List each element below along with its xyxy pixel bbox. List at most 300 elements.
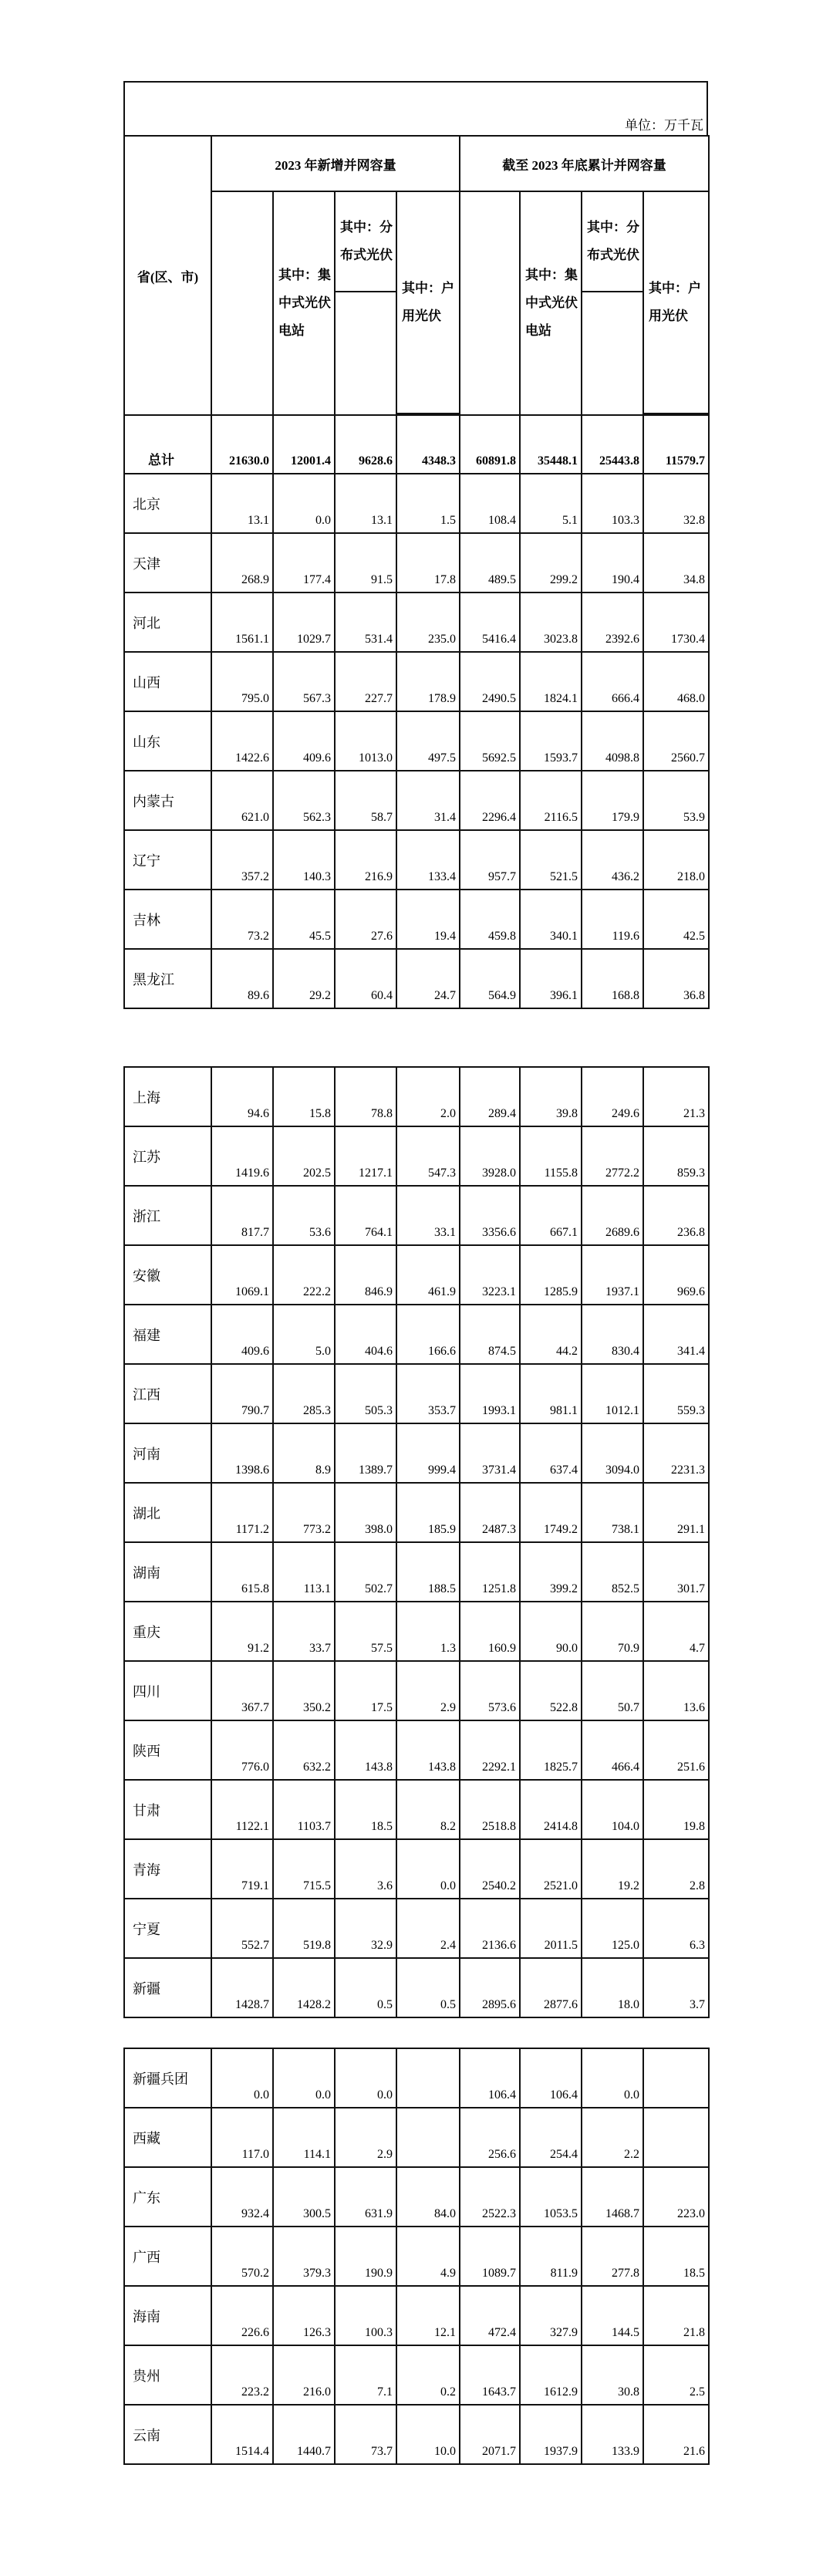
value-cell: 300.5 bbox=[273, 2167, 335, 2227]
value-cell: 350.2 bbox=[273, 1661, 335, 1720]
value-cell: 188.5 bbox=[396, 1542, 460, 1602]
value-cell: 216.0 bbox=[273, 2345, 335, 2405]
value-cell: 18.5 bbox=[643, 2227, 709, 2286]
province-name: 河北 bbox=[124, 593, 211, 652]
value-cell: 1422.6 bbox=[211, 711, 273, 771]
value-cell: 13.6 bbox=[643, 1661, 709, 1720]
value-cell: 73.2 bbox=[211, 890, 273, 949]
value-cell: 2877.6 bbox=[520, 1958, 582, 2017]
province-name: 重庆 bbox=[124, 1602, 211, 1661]
value-cell: 367.7 bbox=[211, 1661, 273, 1720]
value-cell: 3928.0 bbox=[460, 1126, 520, 1186]
value-cell: 830.4 bbox=[582, 1305, 643, 1364]
value-cell: 34.8 bbox=[643, 533, 709, 593]
value-cell: 29.2 bbox=[273, 949, 335, 1008]
value-cell: 552.7 bbox=[211, 1899, 273, 1958]
value-cell: 795.0 bbox=[211, 652, 273, 711]
value-cell: 18.5 bbox=[335, 1780, 396, 1839]
value-cell: 1612.9 bbox=[520, 2345, 582, 2405]
value-cell: 44.2 bbox=[520, 1305, 582, 1364]
value-cell: 340.1 bbox=[520, 890, 582, 949]
value-cell: 1217.1 bbox=[335, 1126, 396, 1186]
table-row bbox=[124, 1780, 709, 1839]
value-cell bbox=[643, 2048, 709, 2108]
value-cell: 327.9 bbox=[520, 2286, 582, 2345]
table-row bbox=[124, 533, 709, 593]
value-cell: 2522.3 bbox=[460, 2167, 520, 2227]
new-distributed-blank bbox=[335, 292, 396, 415]
value-cell: 91.5 bbox=[335, 533, 396, 593]
value-cell: 19.8 bbox=[643, 1780, 709, 1839]
value-cell: 719.1 bbox=[211, 1839, 273, 1899]
table-row bbox=[124, 1126, 709, 1186]
value-cell: 0.0 bbox=[273, 2048, 335, 2108]
value-cell: 3023.8 bbox=[520, 593, 582, 652]
value-cell: 2292.1 bbox=[460, 1720, 520, 1780]
new-capacity-header: 2023 年新增并网容量 bbox=[211, 136, 460, 191]
value-cell: 13.1 bbox=[335, 474, 396, 533]
value-cell: 461.9 bbox=[396, 1245, 460, 1305]
province-name: 云南 bbox=[124, 2405, 211, 2464]
total-cell: 11579.7 bbox=[643, 415, 709, 474]
value-cell: 957.7 bbox=[460, 830, 520, 890]
value-cell: 1440.7 bbox=[273, 2405, 335, 2464]
province-name: 贵州 bbox=[124, 2345, 211, 2405]
value-cell: 249.6 bbox=[582, 1067, 643, 1126]
value-cell: 31.4 bbox=[396, 771, 460, 830]
value-cell: 1593.7 bbox=[520, 711, 582, 771]
value-cell: 2.9 bbox=[396, 1661, 460, 1720]
value-cell: 667.1 bbox=[520, 1186, 582, 1245]
value-cell: 32.8 bbox=[643, 474, 709, 533]
value-cell: 0.0 bbox=[273, 474, 335, 533]
table-row bbox=[124, 1067, 709, 1126]
value-cell: 1013.0 bbox=[335, 711, 396, 771]
value-cell: 140.3 bbox=[273, 830, 335, 890]
value-cell: 2689.6 bbox=[582, 1186, 643, 1245]
value-cell: 45.5 bbox=[273, 890, 335, 949]
value-cell: 521.5 bbox=[520, 830, 582, 890]
value-cell: 357.2 bbox=[211, 830, 273, 890]
value-cell: 396.1 bbox=[520, 949, 582, 1008]
value-cell: 5692.5 bbox=[460, 711, 520, 771]
value-cell: 353.7 bbox=[396, 1364, 460, 1423]
value-cell: 84.0 bbox=[396, 2167, 460, 2227]
value-cell: 27.6 bbox=[335, 890, 396, 949]
value-cell: 236.8 bbox=[643, 1186, 709, 1245]
value-cell: 117.0 bbox=[211, 2108, 273, 2167]
value-cell: 459.8 bbox=[460, 890, 520, 949]
value-cell: 398.0 bbox=[335, 1483, 396, 1542]
province-name: 新疆 bbox=[124, 1958, 211, 2017]
value-cell: 522.8 bbox=[520, 1661, 582, 1720]
province-name: 青海 bbox=[124, 1839, 211, 1899]
value-cell: 3.7 bbox=[643, 1958, 709, 2017]
table-page-2 bbox=[123, 1066, 710, 2018]
value-cell: 166.6 bbox=[396, 1305, 460, 1364]
value-cell: 39.8 bbox=[520, 1067, 582, 1126]
value-cell: 502.7 bbox=[335, 1542, 396, 1602]
total-row bbox=[124, 415, 709, 474]
table-row bbox=[124, 1423, 709, 1483]
value-cell: 776.0 bbox=[211, 1720, 273, 1780]
value-cell: 1012.1 bbox=[582, 1364, 643, 1423]
value-cell: 1.5 bbox=[396, 474, 460, 533]
value-cell: 519.8 bbox=[273, 1899, 335, 1958]
value-cell: 7.1 bbox=[335, 2345, 396, 2405]
value-cell: 18.0 bbox=[582, 1958, 643, 2017]
province-name: 甘肃 bbox=[124, 1780, 211, 1839]
table-row bbox=[124, 2405, 709, 2464]
table-row bbox=[124, 1542, 709, 1602]
capacity-table-continued bbox=[123, 1066, 710, 2018]
value-cell: 2.2 bbox=[582, 2108, 643, 2167]
province-name: 陕西 bbox=[124, 1720, 211, 1780]
value-cell: 2231.3 bbox=[643, 1423, 709, 1483]
province-name: 辽宁 bbox=[124, 830, 211, 890]
province-name: 四川 bbox=[124, 1661, 211, 1720]
province-name: 山西 bbox=[124, 652, 211, 711]
value-cell: 3356.6 bbox=[460, 1186, 520, 1245]
value-cell: 5.0 bbox=[273, 1305, 335, 1364]
value-cell: 190.9 bbox=[335, 2227, 396, 2286]
value-cell: 178.9 bbox=[396, 652, 460, 711]
table-row bbox=[124, 1245, 709, 1305]
value-cell: 89.6 bbox=[211, 949, 273, 1008]
value-cell: 1053.5 bbox=[520, 2167, 582, 2227]
value-cell: 2.0 bbox=[396, 1067, 460, 1126]
value-cell bbox=[396, 2048, 460, 2108]
value-cell: 1069.1 bbox=[211, 1245, 273, 1305]
province-name: 福建 bbox=[124, 1305, 211, 1364]
new-household-header: 其中：户用光伏 bbox=[396, 191, 460, 414]
unit-label: 单位：万千瓦 bbox=[625, 118, 703, 133]
value-cell: 179.9 bbox=[582, 771, 643, 830]
value-cell: 409.6 bbox=[211, 1305, 273, 1364]
value-cell: 4.7 bbox=[643, 1602, 709, 1661]
value-cell: 1730.4 bbox=[643, 593, 709, 652]
value-cell: 1749.2 bbox=[520, 1483, 582, 1542]
value-cell: 2116.5 bbox=[520, 771, 582, 830]
value-cell: 218.0 bbox=[643, 830, 709, 890]
value-cell: 2521.0 bbox=[520, 1839, 582, 1899]
table-row bbox=[124, 949, 709, 1008]
value-cell: 2.9 bbox=[335, 2108, 396, 2167]
value-cell: 790.7 bbox=[211, 1364, 273, 1423]
value-cell: 811.9 bbox=[520, 2227, 582, 2286]
value-cell: 436.2 bbox=[582, 830, 643, 890]
value-cell: 379.3 bbox=[273, 2227, 335, 2286]
province-name: 山东 bbox=[124, 711, 211, 771]
value-cell: 859.3 bbox=[643, 1126, 709, 1186]
table-row bbox=[124, 1364, 709, 1423]
value-cell: 570.2 bbox=[211, 2227, 273, 2286]
value-cell: 106.4 bbox=[520, 2048, 582, 2108]
value-cell: 404.6 bbox=[335, 1305, 396, 1364]
value-cell: 2392.6 bbox=[582, 593, 643, 652]
total-label: 总计 bbox=[124, 415, 211, 474]
value-cell: 2490.5 bbox=[460, 652, 520, 711]
value-cell: 33.7 bbox=[273, 1602, 335, 1661]
value-cell: 637.4 bbox=[520, 1423, 582, 1483]
value-cell: 1089.7 bbox=[460, 2227, 520, 2286]
cum-household-header: 其中：户用光伏 bbox=[643, 191, 709, 414]
value-cell: 36.8 bbox=[643, 949, 709, 1008]
value-cell bbox=[396, 2108, 460, 2167]
province-name: 海南 bbox=[124, 2286, 211, 2345]
value-cell: 0.5 bbox=[396, 1958, 460, 2017]
table-row bbox=[124, 771, 709, 830]
value-cell: 226.6 bbox=[211, 2286, 273, 2345]
value-cell: 168.8 bbox=[582, 949, 643, 1008]
value-cell: 5416.4 bbox=[460, 593, 520, 652]
value-cell: 291.1 bbox=[643, 1483, 709, 1542]
table-row bbox=[124, 2227, 709, 2286]
value-cell: 57.5 bbox=[335, 1602, 396, 1661]
value-cell: 999.4 bbox=[396, 1423, 460, 1483]
value-cell: 567.3 bbox=[273, 652, 335, 711]
value-cell: 738.1 bbox=[582, 1483, 643, 1542]
value-cell: 1122.1 bbox=[211, 1780, 273, 1839]
value-cell: 177.4 bbox=[273, 533, 335, 593]
value-cell: 615.8 bbox=[211, 1542, 273, 1602]
value-cell: 531.4 bbox=[335, 593, 396, 652]
value-cell: 0.0 bbox=[396, 1839, 460, 1899]
value-cell: 289.4 bbox=[460, 1067, 520, 1126]
value-cell: 564.9 bbox=[460, 949, 520, 1008]
value-cell: 268.9 bbox=[211, 533, 273, 593]
value-cell: 1285.9 bbox=[520, 1245, 582, 1305]
value-cell: 505.3 bbox=[335, 1364, 396, 1423]
value-cell: 409.6 bbox=[273, 711, 335, 771]
table-row bbox=[124, 2167, 709, 2227]
value-cell: 24.7 bbox=[396, 949, 460, 1008]
value-cell: 227.7 bbox=[335, 652, 396, 711]
province-name: 天津 bbox=[124, 533, 211, 593]
table-row bbox=[124, 830, 709, 890]
value-cell: 277.8 bbox=[582, 2227, 643, 2286]
value-cell: 1398.6 bbox=[211, 1423, 273, 1483]
value-cell: 1937.1 bbox=[582, 1245, 643, 1305]
province-name: 上海 bbox=[124, 1067, 211, 1126]
value-cell: 90.0 bbox=[520, 1602, 582, 1661]
value-cell: 1389.7 bbox=[335, 1423, 396, 1483]
province-name: 浙江 bbox=[124, 1186, 211, 1245]
value-cell: 0.0 bbox=[335, 2048, 396, 2108]
value-cell: 53.6 bbox=[273, 1186, 335, 1245]
value-cell: 497.5 bbox=[396, 711, 460, 771]
cum-distributed-header: 其中：分布式光伏 bbox=[582, 191, 643, 292]
value-cell: 932.4 bbox=[211, 2167, 273, 2227]
value-cell: 70.9 bbox=[582, 1602, 643, 1661]
value-cell: 50.7 bbox=[582, 1661, 643, 1720]
total-cell: 9628.6 bbox=[335, 415, 396, 474]
value-cell: 4.9 bbox=[396, 2227, 460, 2286]
value-cell: 125.0 bbox=[582, 1899, 643, 1958]
value-cell: 30.8 bbox=[582, 2345, 643, 2405]
value-cell: 190.4 bbox=[582, 533, 643, 593]
value-cell: 573.6 bbox=[460, 1661, 520, 1720]
value-cell: 2540.2 bbox=[460, 1839, 520, 1899]
value-cell: 6.3 bbox=[643, 1899, 709, 1958]
table-row bbox=[124, 711, 709, 771]
total-cell: 21630.0 bbox=[211, 415, 273, 474]
province-name: 广东 bbox=[124, 2167, 211, 2227]
value-cell: 1428.2 bbox=[273, 1958, 335, 2017]
value-cell: 3.6 bbox=[335, 1839, 396, 1899]
value-cell: 472.4 bbox=[460, 2286, 520, 2345]
value-cell bbox=[643, 2108, 709, 2167]
province-name: 江苏 bbox=[124, 1126, 211, 1186]
province-name: 河南 bbox=[124, 1423, 211, 1483]
value-cell: 981.1 bbox=[520, 1364, 582, 1423]
value-cell: 114.1 bbox=[273, 2108, 335, 2167]
value-cell: 1468.7 bbox=[582, 2167, 643, 2227]
cumulative-capacity-header: 截至 2023 年底累计并网容量 bbox=[460, 136, 709, 191]
province-name: 新疆兵团 bbox=[124, 2048, 211, 2108]
province-name: 宁夏 bbox=[124, 1899, 211, 1958]
value-cell: 78.8 bbox=[335, 1067, 396, 1126]
value-cell: 489.5 bbox=[460, 533, 520, 593]
value-cell: 468.0 bbox=[643, 652, 709, 711]
cum-total-col bbox=[460, 191, 520, 415]
value-cell: 21.8 bbox=[643, 2286, 709, 2345]
value-cell: 1419.6 bbox=[211, 1126, 273, 1186]
table-row bbox=[124, 1720, 709, 1780]
value-cell: 1824.1 bbox=[520, 652, 582, 711]
value-cell: 104.0 bbox=[582, 1780, 643, 1839]
value-cell: 53.9 bbox=[643, 771, 709, 830]
value-cell: 0.0 bbox=[582, 2048, 643, 2108]
cum-distributed-blank bbox=[582, 292, 643, 415]
value-cell: 1825.7 bbox=[520, 1720, 582, 1780]
value-cell: 33.1 bbox=[396, 1186, 460, 1245]
value-cell: 2071.7 bbox=[460, 2405, 520, 2464]
value-cell: 341.4 bbox=[643, 1305, 709, 1364]
table-row bbox=[124, 1602, 709, 1661]
province-name: 湖南 bbox=[124, 1542, 211, 1602]
value-cell: 621.0 bbox=[211, 771, 273, 830]
total-cell: 25443.8 bbox=[582, 415, 643, 474]
value-cell: 251.6 bbox=[643, 1720, 709, 1780]
value-cell: 666.4 bbox=[582, 652, 643, 711]
value-cell: 547.3 bbox=[396, 1126, 460, 1186]
value-cell: 113.1 bbox=[273, 1542, 335, 1602]
value-cell: 4098.8 bbox=[582, 711, 643, 771]
value-cell: 2772.2 bbox=[582, 1126, 643, 1186]
value-cell: 631.9 bbox=[335, 2167, 396, 2227]
value-cell: 8.2 bbox=[396, 1780, 460, 1839]
unit-header bbox=[123, 81, 708, 135]
table-row bbox=[124, 1186, 709, 1245]
value-cell: 216.9 bbox=[335, 830, 396, 890]
value-cell: 299.2 bbox=[520, 533, 582, 593]
value-cell: 301.7 bbox=[643, 1542, 709, 1602]
table-row bbox=[124, 1899, 709, 1958]
value-cell: 133.9 bbox=[582, 2405, 643, 2464]
value-cell: 1251.8 bbox=[460, 1542, 520, 1602]
value-cell: 562.3 bbox=[273, 771, 335, 830]
value-cell: 1643.7 bbox=[460, 2345, 520, 2405]
table-page-1 bbox=[123, 81, 708, 1009]
value-cell: 17.8 bbox=[396, 533, 460, 593]
value-cell: 969.6 bbox=[643, 1245, 709, 1305]
value-cell: 2414.8 bbox=[520, 1780, 582, 1839]
value-cell: 2.4 bbox=[396, 1899, 460, 1958]
table-row bbox=[124, 2345, 709, 2405]
province-name: 内蒙古 bbox=[124, 771, 211, 830]
table-row bbox=[124, 1305, 709, 1364]
value-cell: 764.1 bbox=[335, 1186, 396, 1245]
table-row bbox=[124, 1839, 709, 1899]
value-cell: 32.9 bbox=[335, 1899, 396, 1958]
value-cell: 1171.2 bbox=[211, 1483, 273, 1542]
new-distributed-header: 其中：分布式光伏 bbox=[335, 191, 396, 292]
value-cell: 12.1 bbox=[396, 2286, 460, 2345]
total-cell: 35448.1 bbox=[520, 415, 582, 474]
value-cell: 846.9 bbox=[335, 1245, 396, 1305]
value-cell: 2895.6 bbox=[460, 1958, 520, 2017]
table-page-3 bbox=[123, 2048, 710, 2465]
table-row bbox=[124, 890, 709, 949]
table-row bbox=[124, 2286, 709, 2345]
total-cell: 12001.4 bbox=[273, 415, 335, 474]
table-row bbox=[124, 1958, 709, 2017]
value-cell: 235.0 bbox=[396, 593, 460, 652]
province-name: 西藏 bbox=[124, 2108, 211, 2167]
value-cell: 0.0 bbox=[211, 2048, 273, 2108]
value-cell: 108.4 bbox=[460, 474, 520, 533]
value-cell: 2.5 bbox=[643, 2345, 709, 2405]
value-cell: 21.6 bbox=[643, 2405, 709, 2464]
value-cell: 2560.7 bbox=[643, 711, 709, 771]
value-cell: 1103.7 bbox=[273, 1780, 335, 1839]
value-cell: 852.5 bbox=[582, 1542, 643, 1602]
value-cell: 91.2 bbox=[211, 1602, 273, 1661]
value-cell: 1029.7 bbox=[273, 593, 335, 652]
value-cell: 119.6 bbox=[582, 890, 643, 949]
value-cell: 144.5 bbox=[582, 2286, 643, 2345]
province-name: 广西 bbox=[124, 2227, 211, 2286]
value-cell: 0.2 bbox=[396, 2345, 460, 2405]
province-name: 湖北 bbox=[124, 1483, 211, 1542]
value-cell: 2011.5 bbox=[520, 1899, 582, 1958]
value-cell: 100.3 bbox=[335, 2286, 396, 2345]
value-cell: 5.1 bbox=[520, 474, 582, 533]
value-cell: 874.5 bbox=[460, 1305, 520, 1364]
value-cell: 106.4 bbox=[460, 2048, 520, 2108]
value-cell: 256.6 bbox=[460, 2108, 520, 2167]
value-cell: 2487.3 bbox=[460, 1483, 520, 1542]
table-row bbox=[124, 474, 709, 533]
value-cell: 399.2 bbox=[520, 1542, 582, 1602]
table-row bbox=[124, 2108, 709, 2167]
value-cell: 19.2 bbox=[582, 1839, 643, 1899]
table-row bbox=[124, 1483, 709, 1542]
value-cell: 817.7 bbox=[211, 1186, 273, 1245]
value-cell: 126.3 bbox=[273, 2286, 335, 2345]
value-cell: 773.2 bbox=[273, 1483, 335, 1542]
value-cell: 0.5 bbox=[335, 1958, 396, 2017]
value-cell: 3731.4 bbox=[460, 1423, 520, 1483]
value-cell: 21.3 bbox=[643, 1067, 709, 1126]
value-cell: 160.9 bbox=[460, 1602, 520, 1661]
value-cell: 2.8 bbox=[643, 1839, 709, 1899]
value-cell: 285.3 bbox=[273, 1364, 335, 1423]
value-cell: 13.1 bbox=[211, 474, 273, 533]
table-row bbox=[124, 593, 709, 652]
table-row bbox=[124, 1661, 709, 1720]
